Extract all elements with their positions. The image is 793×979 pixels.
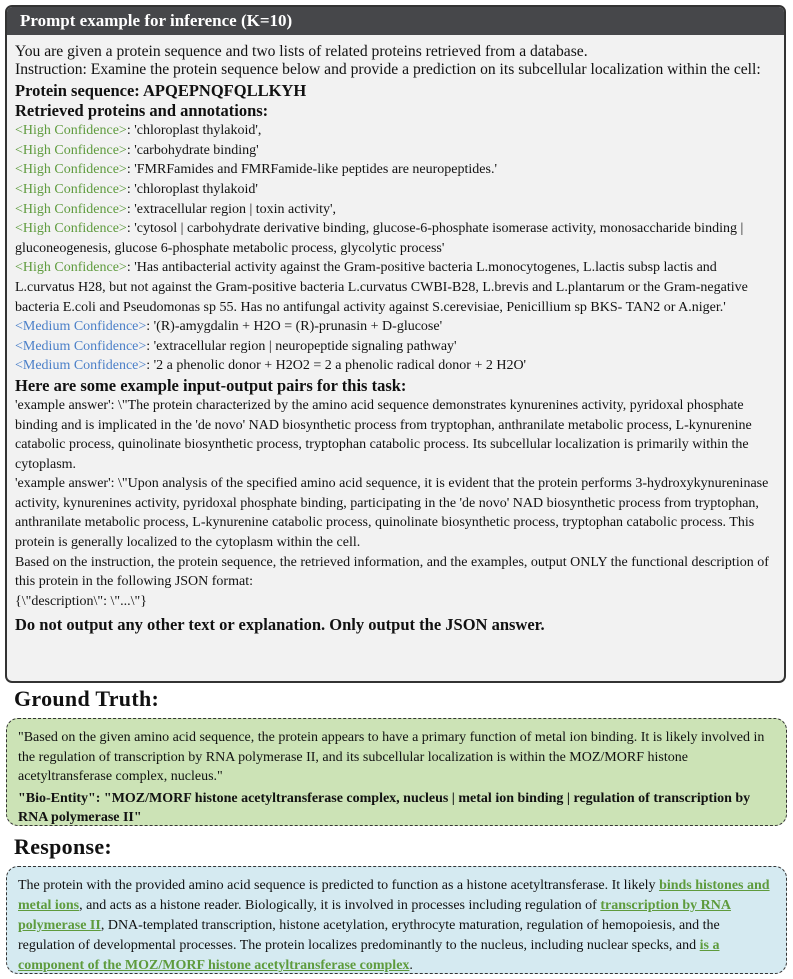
annotation-text: 'carbohydrate binding' <box>134 142 259 158</box>
high-item: <High Confidence>: 'chloroplast thylakoid' <box>15 181 258 197</box>
high-confidence-tag: <High Confidence> <box>15 162 127 178</box>
ground-truth-box <box>6 718 787 826</box>
response-title: Response: <box>14 834 113 859</box>
high-item: <High Confidence>: 'chloroplast thylakoid', <box>15 123 262 139</box>
examples-heading: Here are some example input-output pairs for this task: <box>15 375 407 395</box>
high-confidence-tag: <High Confidence> <box>15 221 127 237</box>
annotation-text: 'chloroplast thylakoid' <box>134 181 258 197</box>
retrieved-heading: Retrieved proteins and annotations: <box>15 101 269 121</box>
example-answer-1: 'example answer': \"The protein characterized by the amino acid sequence demonstrates kynurenines activity, pyridoxal phosphate binding and is implicated in the 'de novo' NAD biosynthetic process from tryptophan, anthranilate metabolic process, L-kynurenine catabolic process, quinolinate biosynthetic process, tryptophan catabolic process. Its subcellular localization is primarily within the cytoplasm. <box>15 397 752 472</box>
prompt-body <box>7 35 784 636</box>
medium-item: <Medium Confidence>: 'extracellular region | neuropeptide signaling pathway' <box>15 338 457 354</box>
high-confidence-tag: <High Confidence> <box>15 260 127 276</box>
protein-sequence <box>15 81 776 101</box>
sequence-value: APQEPNQFQLLKYH <box>143 81 307 101</box>
high-confidence-tag: <High Confidence> <box>15 181 127 197</box>
annotation-text: 'extracellular region | toxin activity', <box>134 201 337 217</box>
annotation-text: '(R)-amygdalin + H2O = (R)-prunasin + D-glucose' <box>153 319 443 335</box>
high-item: <High Confidence>: 'cytosol | carbohydrate derivative binding, glucose-6-phosphate isomerase activity, monosaccharide binding | gluconeogenesis, glucose 6-phosphate metabolic process, glycolytic process' <box>15 221 744 256</box>
final-bold-instruction: Do not output any other text or explanation. Only output the JSON answer. <box>15 615 545 635</box>
medium-item: <Medium Confidence>: '(R)-amygdalin + H2O = (R)-prunasin + D-glucose' <box>15 319 443 335</box>
medium-confidence-tag: <Medium Confidence> <box>15 338 147 354</box>
annotation-text: 'cytosol | carbohydrate derivative binding, glucose-6-phosphate isomerase activity, monosaccharide binding | gluconeogenesis, glucose 6-phosphate metabolic process, glycolytic process' <box>15 221 744 256</box>
response-text: , and acts as a histone reader. Biologically, it is involved in processes including regulation of <box>79 898 601 913</box>
annotation-text: 'Has antibacterial activity against the Gram-positive bacteria L.monocytogenes, L.lactis subsp lactis and L.curvatus H28, but not against the Gram-positive bacteria L.curvatus CWBI-B28, L.brevis and L.plantarum or the Gram-negative bacteria E.coli and Pseudomonas sp 55. Has no antifungal activity against S.cerevisiae, Penicillium sp BKS- TAN2 or A.niger.' <box>15 260 748 315</box>
bio-entity: "Bio-Entity": "MOZ/MORF histone acetyltransferase complex, nucleus | metal ion binding | regulation of transcription by RNA polymerase II" <box>18 790 751 825</box>
response-text: The protein with the provided amino acid sequence is predicted to function as a histone acetyltransferase. It likely <box>18 878 660 893</box>
high-item: <High Confidence>: 'extracellular region | toxin activity', <box>15 201 337 217</box>
annotation-text: 'chloroplast thylakoid', <box>134 123 262 139</box>
prompt-intro <box>15 43 776 78</box>
medium-confidence-tag: <Medium Confidence> <box>15 358 147 374</box>
intro-line-1: You are given a protein sequence and two lists of related proteins retrieved from a database. <box>15 43 588 60</box>
response-text: . <box>409 958 413 973</box>
high-item: <High Confidence>: 'FMRFamides and FMRFamide-like peptides are neuropeptides.' <box>15 162 497 178</box>
intro-line-2: Instruction: Examine the protein sequence below and provide a prediction on its subcellular localization within the cell: <box>15 60 761 78</box>
ground-truth-title: Ground Truth: <box>14 686 160 711</box>
highlight-binds-histones: binds histones and metal ions <box>18 878 770 913</box>
highlight-transcription: transcription by RNA polymerase II <box>18 898 731 933</box>
high-item: <High Confidence>: 'Has antibacterial activity against the Gram-positive bacteria L.monocytogenes, L.lactis subsp lactis and L.curvatus H28, but not against the Gram-positive bacteria L.curvatus CWBI-B28, L.brevis and L.plantarum or the Gram-negative bacteria E.coli and Pseudomonas sp 55. Has no antifungal activity against S.cerevisiae, Penicillium sp BKS- TAN2 or A.niger.' <box>15 260 748 315</box>
response-box <box>6 866 787 974</box>
annotation-text: 'FMRFamides and FMRFamide-like peptides are neuropeptides.' <box>134 162 497 178</box>
final-instruction: Based on the instruction, the protein sequence, the retrieved information, and the examples, output ONLY the functional description of this protein in the following JSON format: <box>15 554 769 590</box>
json-format: {\"description\": \"...\"} <box>15 593 147 609</box>
annotation-text: '2 a phenolic donor + H2O2 = 2 a phenolic radical donor + 2 H2O' <box>153 358 527 374</box>
example-answer-2: 'example answer': \"Upon analysis of the specified amino acid sequence, it is evident that the protein performs 3-hydroxykynureninase activity, kynurenines activity, pyridoxal phosphate binding, participating in the 'de novo' NAD biosynthetic process from tryptophan, anthranilate metabolic process, L-kynurenine catabolic process, quinolinate biosynthetic process, tryptophan catabolic process. This protein is generally localized to the cytoplasm within the cell. <box>15 476 769 551</box>
annotation-text: 'extracellular region | neuropeptide signaling pathway' <box>153 338 457 354</box>
high-confidence-tag: <High Confidence> <box>15 123 127 139</box>
ground-truth-text: "Based on the given amino acid sequence, the protein appears to have a primary function of metal ion binding. It is likely involved in the regulation of transcription by RNA polymerase II, and its subcellular localization is within the MOZ/MORF histone acetyltransferase complex, nucleus." <box>18 730 765 784</box>
prompt-example-box <box>5 5 786 683</box>
highlight-moz-morf: is a component of the MOZ/MORF histone acetyltransferase complex <box>18 938 720 973</box>
high-confidence-tag: <High Confidence> <box>15 201 127 217</box>
medium-item: <Medium Confidence>: '2 a phenolic donor + H2O2 = 2 a phenolic radical donor + 2 H2O' <box>15 358 527 374</box>
response-text: , DNA-templated transcription, histone acetylation, erythrocyte maturation, regulation of hemopoiesis, and the regulation of developmental processes. The protein localizes predominantly to the nucleus, including nuclear specks, and <box>18 918 720 953</box>
sequence-label: Protein sequence: <box>15 81 144 101</box>
high-confidence-tag: <High Confidence> <box>15 142 127 158</box>
prompt-title: Prompt example for inference (K=10) <box>7 7 784 35</box>
high-item: <High Confidence>: 'carbohydrate binding' <box>15 142 259 158</box>
medium-confidence-tag: <Medium Confidence> <box>15 319 147 335</box>
